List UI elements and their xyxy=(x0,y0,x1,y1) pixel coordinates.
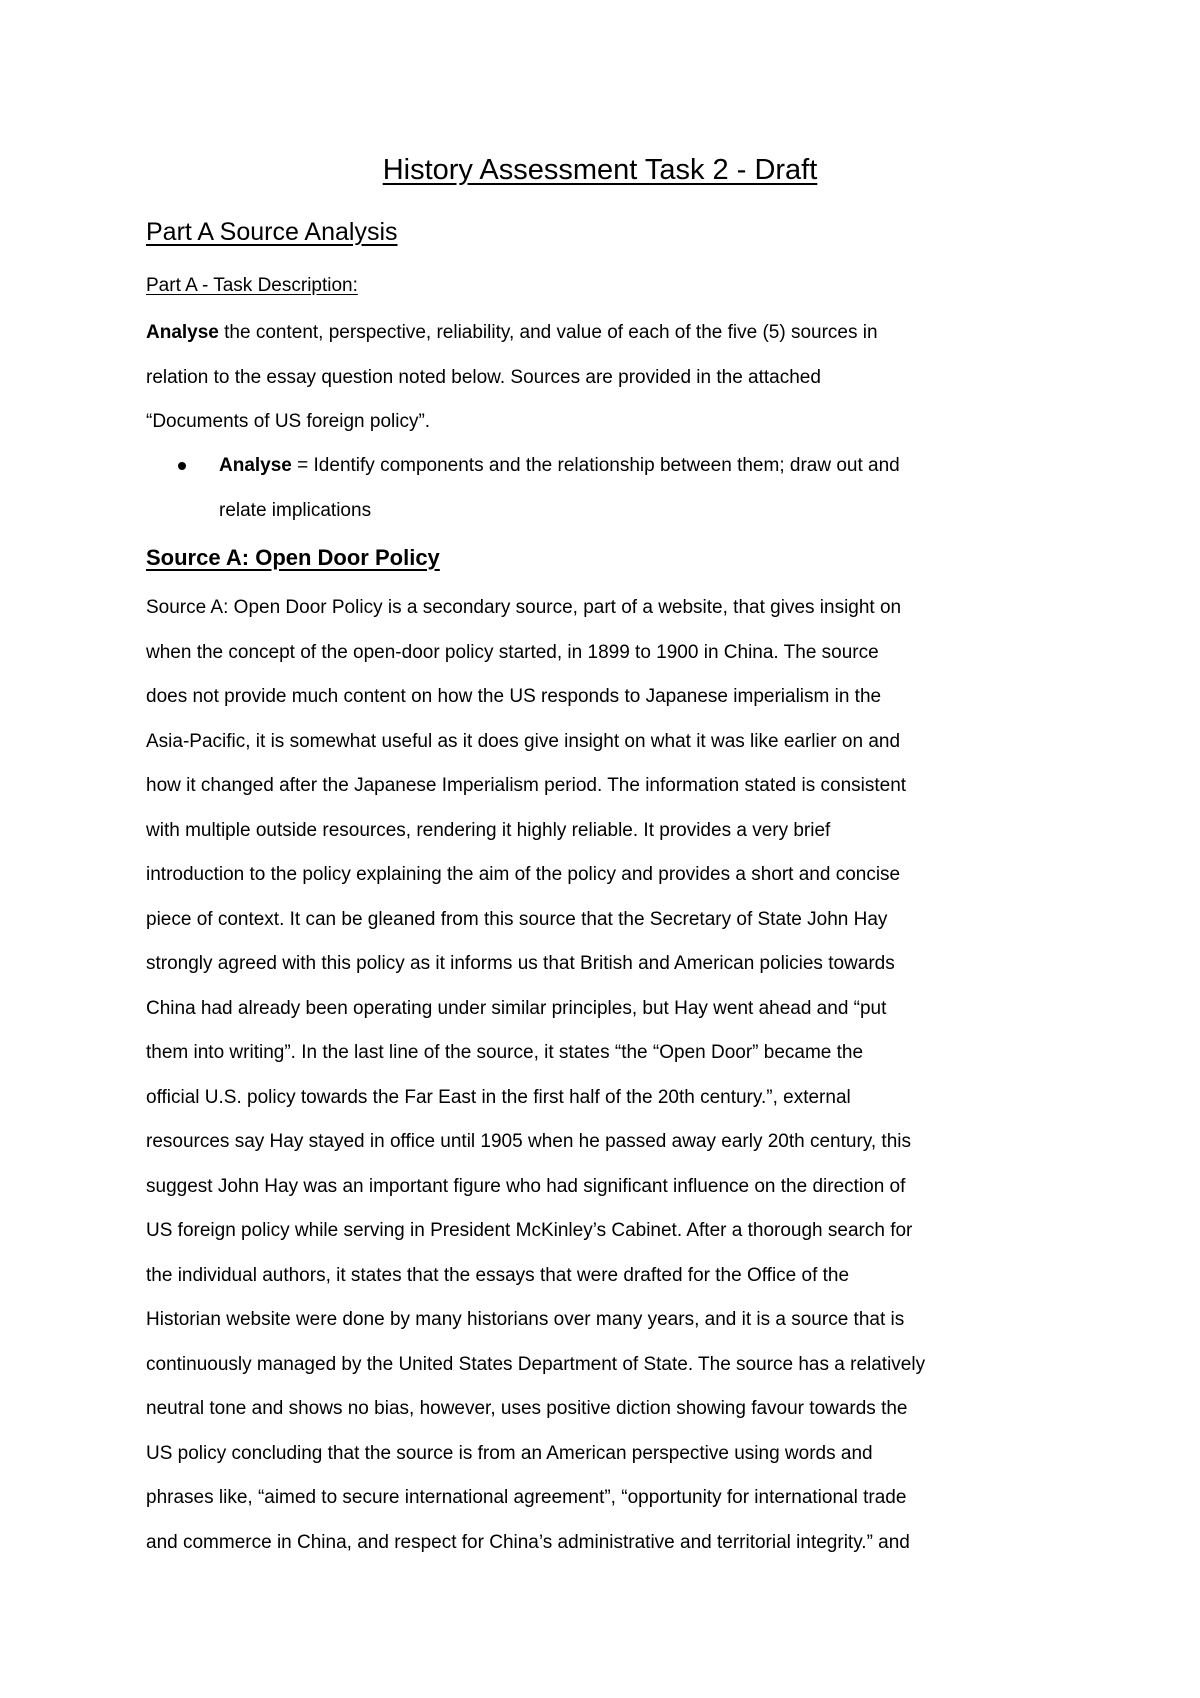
body-line: the individual authors, it states that the essays that were drafted for the Office of the xyxy=(146,1264,850,1286)
body-line: how it changed after the Japanese Imperialism period. The information stated is consistent xyxy=(146,775,907,796)
body-line: China had already been operating under similar principles, but Hay went ahead and “put xyxy=(146,997,887,1019)
body-line: with multiple outside resources, rendering it highly reliable. It provides a very brief xyxy=(146,819,831,841)
source-a-heading: Source A: Open Door Policy xyxy=(146,545,440,570)
body-line: Source A: Open Door Policy is a secondary source, part of a website, that gives insight on xyxy=(146,597,902,618)
body-line: and commerce in China, and respect for China’s administrative and territorial integrity.” and xyxy=(146,1531,910,1553)
intro-bold-lead: Analyse xyxy=(146,322,219,343)
bullet-line-2: relate implications xyxy=(219,499,372,521)
body-line: US policy concluding that the source is from an American perspective using words and xyxy=(146,1442,873,1464)
body-line: Asia-Pacific, it is somewhat useful as it does give insight on what it was like earlier on and xyxy=(146,730,901,752)
bullet-line-1-text: = Identify components and the relationship between them; draw out and xyxy=(291,455,900,476)
task-description-label: Part A - Task Description: xyxy=(146,275,358,296)
analyse-definition-bullet xyxy=(178,444,1058,533)
bullet-bold-term: Analyse xyxy=(219,455,292,476)
intro-line-1-text: the content, perspective, reliability, and value of each of the five (5) sources in xyxy=(218,322,878,343)
body-line: US foreign policy while serving in President McKinley’s Cabinet. After a thorough search for xyxy=(146,1220,913,1241)
body-line: resources say Hay stayed in office until 1905 when he passed away early 20th century, this xyxy=(146,1131,912,1152)
source-a-analysis-paragraph xyxy=(146,586,1076,1565)
intro-line-2: relation to the essay question noted below. Sources are provided in the attached xyxy=(146,366,821,388)
body-line: neutral tone and shows no bias, however, uses positive diction showing favour towards the xyxy=(146,1398,908,1419)
body-line: official U.S. policy towards the Far East in the first half of the 20th century.”, external xyxy=(146,1086,851,1108)
body-line: them into writing”. In the last line of the source, it states “the “Open Door” became the xyxy=(146,1042,864,1063)
document-title: History Assessment Task 2 - Draft xyxy=(382,154,818,186)
intro-line-3: “Documents of US foreign policy”. xyxy=(146,411,431,432)
body-line: continuously managed by the United States Department of State. The source has a relatively xyxy=(146,1353,926,1375)
body-line: Historian website were done by many historians over many years, and it is a source that is xyxy=(146,1309,905,1330)
body-line: suggest John Hay was an important figure who had significant influence on the direction of xyxy=(146,1175,906,1197)
bullet-line-1 xyxy=(219,444,1058,489)
body-line: phrases like, “aimed to secure international agreement”, “opportunity for international trade xyxy=(146,1487,907,1508)
task-description-paragraph xyxy=(146,311,1076,445)
body-line: does not provide much content on how the US responds to Japanese imperialism in the xyxy=(146,686,882,707)
part-a-heading: Part A Source Analysis xyxy=(146,218,398,246)
body-line: strongly agreed with this policy as it informs us that British and American policies towards xyxy=(146,953,895,974)
intro-line-1 xyxy=(146,311,1076,356)
body-line: when the concept of the open-door policy started, in 1899 to 1900 in China. The source xyxy=(146,641,879,663)
bullet-dot-icon xyxy=(178,462,186,470)
body-line: introduction to the policy explaining the aim of the policy and provides a short and concise xyxy=(146,864,901,885)
bullet-text xyxy=(219,444,1058,533)
body-line: piece of context. It can be gleaned from this source that the Secretary of State John Hay xyxy=(146,908,888,930)
